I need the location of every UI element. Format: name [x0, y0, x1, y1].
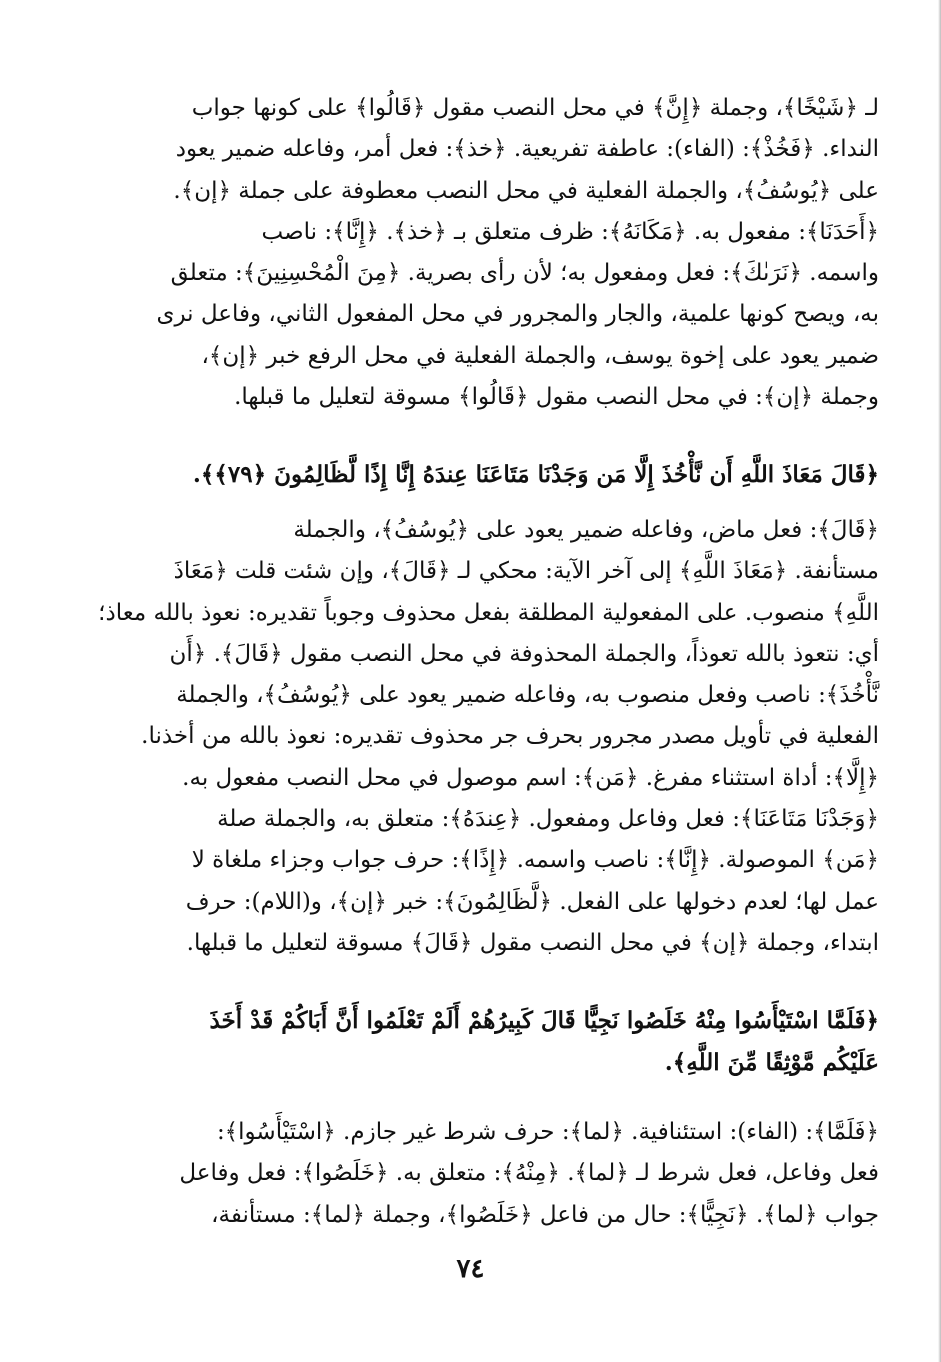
text-line: عمل لها؛ لعدم دخولها على الفعل. ﴿لَّظَالِمُونَ﴾: خبر ﴿إن﴾، و(اللام): حرف	[185, 888, 879, 915]
paragraph-3	[62, 1112, 879, 1236]
text-line: فعل وفاعل، فعل شرط لـ ﴿لما﴾. ﴿مِنْهُ﴾: متعلق به. ﴿خَلَصُوا﴾: فعل وفاعل	[179, 1160, 879, 1187]
quran-verse-1	[62, 454, 879, 495]
text-line: وجملة ﴿إن﴾: في محل النصب مقول ﴿قَالُوا﴾ مسوقة لتعليل ما قبلها.	[234, 384, 879, 411]
paragraph-1	[62, 88, 879, 418]
text-line: ابتداء، وجملة ﴿إن﴾ في محل النصب مقول ﴿قَالَ﴾ مسوقة لتعليل ما قبلها.	[186, 929, 879, 956]
quran-verse-2	[62, 1000, 879, 1084]
verse-line: ﴿فَلَمَّا اسْتَيْأَسُوا مِنْهُ خَلَصُوا نَجِيًّا قَالَ كَبِيرُهُمْ أَلَمْ تَعْلَمُوا أَنَّ أَبَاكُمْ قَدْ أَخَذَ	[209, 1007, 879, 1034]
text-line: ﴿مَن﴾ الموصولة. ﴿إِنَّا﴾: ناصب واسمه. ﴿إِذًا﴾: حرف جواب وجزاء ملغاة لا	[191, 847, 879, 874]
verse-line: ﴿قَالَ مَعَاذَ اللَّهِ أَن نَّأْخُذَ إِلَّا مَن وَجَدْنَا مَتَاعَنَا عِندَهُ إِنَّا إِذًا لَّظَالِمُونَ ﴿٧٩﴾﴾.	[192, 461, 879, 488]
text-line: ﴿فَلَمَّا﴾: (الفاء): استئنافية. ﴿لما﴾: حرف شرط غير جازم. ﴿اسْتَيْأَسُوا﴾:	[216, 1119, 879, 1145]
text-line: ﴿أَحَدَنَا﴾: مفعول به. ﴿مَكَانَهُ﴾: ظرف متعلق بـ ﴿خذ﴾. ﴿إِنَّا﴾: ناصب	[261, 218, 879, 245]
text-line: به، ويصح كونها علمية، والجار والمجرور في محل المفعول الثاني، وفاعل نرى	[156, 301, 879, 328]
verse-line: عَلَيْكُم مَّوْثِقًا مِّنَ اللَّهِ﴾.	[664, 1049, 879, 1076]
text-line: ﴿إِلَّا﴾: أداة استثناء مفرغ. ﴿مَن﴾: اسم موصول في محل النصب مفعول به.	[182, 764, 879, 791]
text-line: جواب ﴿لما﴾. ﴿نَجِيًّا﴾: حال من فاعل ﴿خَلَصُوا﴾، وجملة ﴿لما﴾: مستأنفة،	[211, 1201, 879, 1228]
text-line: النداء. ﴿فَخُذْ﴾: (الفاء): عاطفة تفريعية. ﴿خذ﴾: فعل أمر، وفاعله ضمير يعود	[175, 136, 879, 163]
text-line: ﴿وَجَدْنَا مَتَاعَنَا﴾: فعل وفاعل ومفعول. ﴿عِندَهُ﴾: متعلق به، والجملة صلة	[217, 806, 879, 833]
text-line: الفعلية في تأويل مصدر مجرور بحرف جر محذوف تقديره: نعوذ بالله من أخذنا.	[141, 723, 879, 750]
text-line: على ﴿يُوسُفُ﴾، والجملة الفعلية في محل النصب معطوفة على جملة ﴿إن﴾.	[173, 177, 879, 204]
text-line: واسمه. ﴿نَرَىٰكَ﴾: فعل ومفعول به؛ لأن رأى بصرية. ﴿مِنَ الْمُحْسِنِينَ﴾: متعلق	[170, 260, 879, 287]
text-line: ضمير يعود على إخوة يوسف، والجملة الفعلية في محل الرفع خبر ﴿إن﴾،	[201, 342, 879, 369]
text-line: مستأنفة. ﴿مَعَاذَ اللَّهِ﴾ إلى آخر الآية: محكي لـ ﴿قَالَ﴾، وإن شئت قلت ﴿مَعَاذَ	[173, 558, 879, 585]
paragraph-2	[62, 510, 879, 964]
text-line: ﴿قَالَ﴾: فعل ماض، وفاعله ضمير يعود على ﴿يُوسُفُ﴾، والجملة	[293, 517, 879, 543]
page-number: ٧٤	[456, 1254, 485, 1284]
text-line: أي: نتعوذ بالله تعوذاً، والجملة المحذوفة في محل النصب مقول ﴿قَالَ﴾. ﴿أَن	[169, 640, 879, 667]
text-line: اللَّهِ﴾ منصوب. على المفعولية المطلقة بفعل محذوف وجوباً تقديره: نعوذ بالله معاذ؛	[98, 599, 879, 626]
text-line: نَّأْخُذَ﴾: ناصب وفعل منصوب به، وفاعله ضمير يعود على ﴿يُوسُفُ﴾، والجملة	[176, 682, 879, 709]
text-line: لـ ﴿شَيْخًا﴾، وجملة ﴿إِنَّ﴾ في محل النصب مقول ﴿قَالُوا﴾ على كونها جواب	[191, 95, 879, 121]
